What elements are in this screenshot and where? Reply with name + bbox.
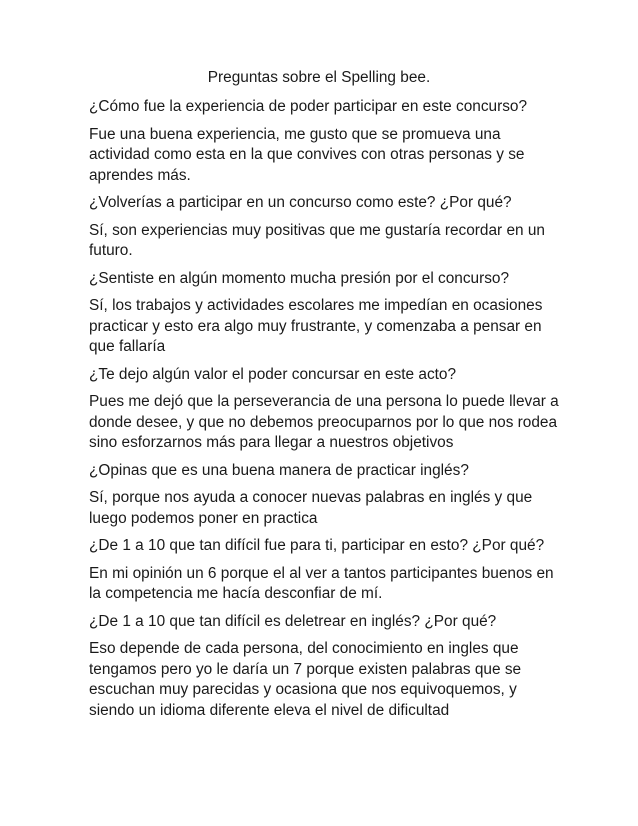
question-5: ¿Opinas que es una buena manera de practicar inglés? <box>89 461 469 479</box>
qa-list <box>89 97 559 728</box>
answer-6: En mi opinión un 6 porque el al ver a tantos participantes buenos en la competencia me hacía desconfiar de mí. <box>89 564 554 602</box>
question-4: ¿Te dejo algún valor el poder concursar en este acto? <box>89 365 457 383</box>
answer-7: Eso depende de cada persona, del conocimiento en ingles que tengamos pero yo le daría un 7 porque existen palabras que se escuchan muy parecidas y ocasiona que nos equivoquemos, y siendo un idioma diferente eleva el nivel de dificultad <box>89 640 522 719</box>
question-1: ¿Cómo fue la experiencia de poder participar en este concurso? <box>89 98 528 115</box>
answer-4: Pues me dejó que la perseverancia de una persona lo puede llevar a donde desee, y que no debemos preocuparnos por lo que nos rodea sino esforzarnos más para llegar a nuestros objetivos <box>89 393 559 451</box>
question-3: ¿Sentiste en algún momento mucha presión por el concurso? <box>89 269 510 287</box>
answer-2: Sí, son experiencias muy positivas que me gustaría recordar en un futuro. <box>89 221 545 259</box>
answer-1: Fue una buena experiencia, me gusto que se promueva una actividad como esta en la que convives con otras personas y se aprendes más. <box>89 125 525 184</box>
answer-5: Sí, porque nos ayuda a conocer nuevas palabras en inglés y que luego podemos poner en practica <box>89 489 533 527</box>
document-title: Preguntas sobre el Spelling bee. <box>207 69 431 86</box>
question-7: ¿De 1 a 10 que tan difícil es deletrear en inglés? ¿Por qué? <box>89 612 497 630</box>
question-6: ¿De 1 a 10 que tan difícil fue para ti, participar en esto? ¿Por qué? <box>89 537 545 554</box>
question-2: ¿Volverías a participar en un concurso como este? ¿Por qué? <box>89 194 512 211</box>
answer-3: Sí, los trabajos y actividades escolares me impedían en ocasiones practicar y esto era algo muy frustrante, y comenzaba a pensar en que fallaría <box>89 297 543 355</box>
